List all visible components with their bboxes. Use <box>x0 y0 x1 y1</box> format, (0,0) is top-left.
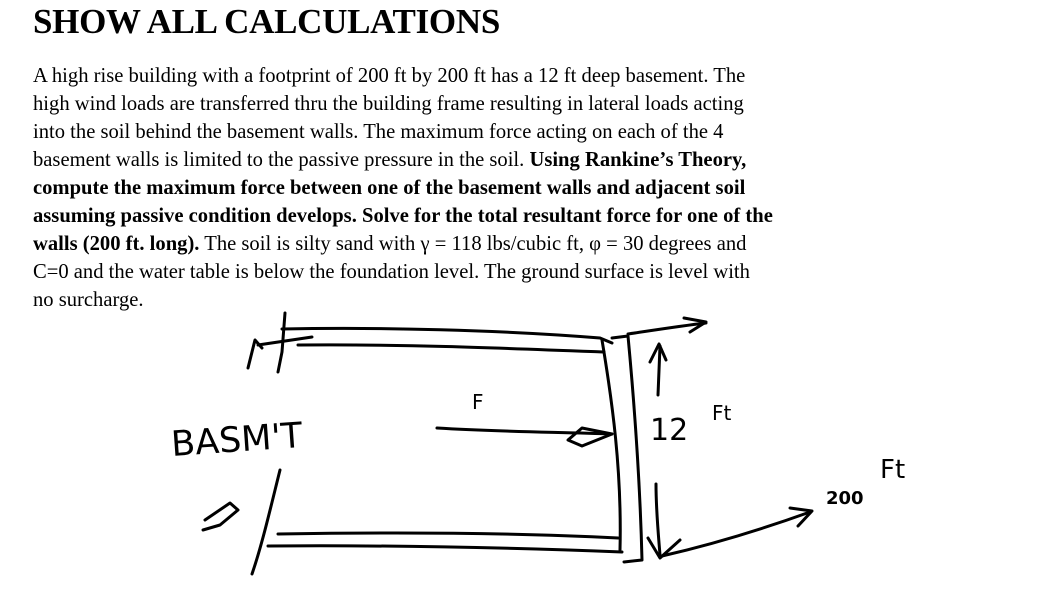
problem-line-4-text: basement walls is limited to the passive pressure in the soil. <box>33 149 530 171</box>
problem-line-4-bold: Using Rankine’s Theory, <box>529 149 747 171</box>
problem-line-5: compute the maximum force between one of the basement walls and adjacent soil <box>33 177 746 199</box>
length-unit: Ft <box>880 455 906 485</box>
basement-pointer-line <box>252 470 280 574</box>
basement-pointer <box>203 503 238 530</box>
length-arrow-shaft <box>662 512 810 556</box>
basement-wall-left-face <box>602 340 620 550</box>
depth-dimension-bottom <box>656 484 660 555</box>
force-label: F <box>472 390 484 414</box>
problem-line-3: into the soil behind the basement walls. The maximum force acting on each of the 4 <box>33 121 724 143</box>
page-heading: SHOW ALL CALCULATIONS <box>33 2 500 41</box>
basement-bottom-edge <box>278 533 618 538</box>
problem-line-7-bold: walls (200 ft. long). <box>33 233 200 255</box>
depth-label: 12 <box>650 413 689 448</box>
problem-line-9: no surcharge. <box>33 289 144 311</box>
problem-line-1: A high rise building with a footprint of 200 ft by 200 ft has a 12 ft deep basement. The <box>33 65 746 87</box>
depth-dimension-top <box>658 346 660 395</box>
problem-line-7-text: The soil is silty sand with γ = 118 lbs/cubic ft, φ = 30 degrees and <box>199 233 747 255</box>
basement-top-edge <box>282 328 612 343</box>
basement-label: BASM'T <box>169 415 304 465</box>
basement-bottom-edge-inner <box>268 546 622 552</box>
depth-unit: Ft <box>712 401 732 425</box>
problem-line-2: high wind loads are transferred thru the building frame resulting in lateral loads acting <box>33 93 744 115</box>
length-label: 200 <box>826 488 864 509</box>
force-arrow-head <box>568 428 612 446</box>
problem-line-6: assuming passive condition develops. Solve for the total resultant force for one of the <box>33 205 773 227</box>
problem-line-8: C=0 and the water table is below the foundation level. The ground surface is level with <box>33 261 750 283</box>
basement-top-edge-inner <box>298 345 604 352</box>
